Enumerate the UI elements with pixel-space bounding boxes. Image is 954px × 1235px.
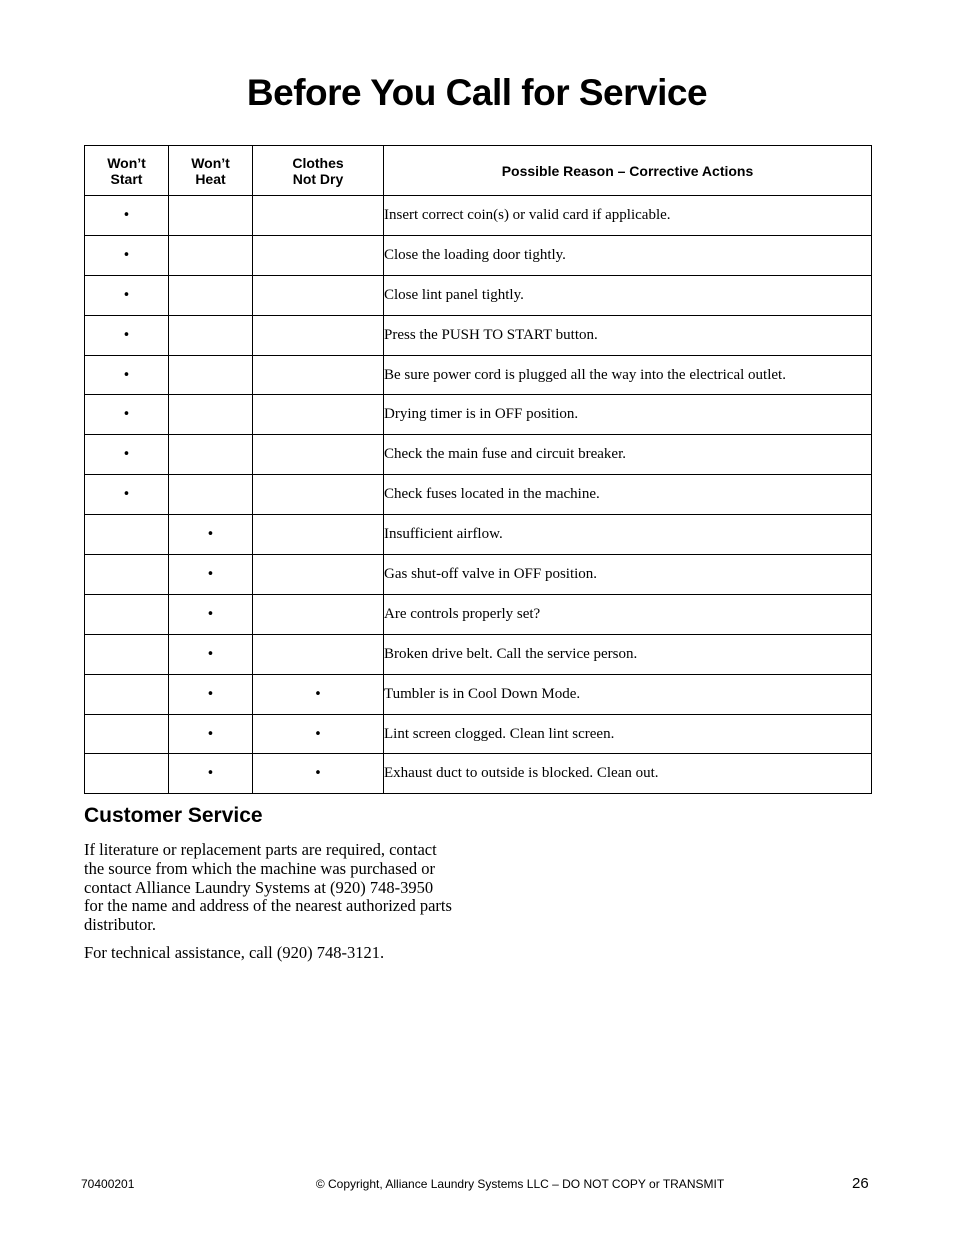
cell-wont-heat: • — [169, 555, 253, 595]
cell-clothes-not-dry: • — [253, 674, 384, 714]
cell-wont-start: • — [85, 315, 169, 355]
cell-reason: Exhaust duct to outside is blocked. Clean out. — [384, 754, 872, 794]
cell-reason: Lint screen clogged. Clean lint screen. — [384, 714, 872, 754]
troubleshooting-table — [84, 145, 872, 794]
technical-assistance-paragraph: For technical assistance, call (920) 748-3121. — [84, 943, 385, 962]
header-wont-heat-line2: Heat — [195, 170, 226, 187]
header-wont-start — [85, 146, 169, 196]
table-body — [85, 196, 872, 794]
table-row — [85, 754, 872, 794]
cell-wont-start: • — [85, 475, 169, 515]
header-wont-start-line2: Start — [110, 170, 143, 187]
page-number: 26 — [852, 1175, 869, 1192]
table-row — [85, 555, 872, 595]
document-number: 70400201 — [81, 1177, 135, 1191]
cell-wont-start — [85, 674, 169, 714]
cell-wont-heat — [169, 196, 253, 236]
cell-wont-heat — [169, 475, 253, 515]
cell-wont-heat — [169, 355, 253, 395]
cell-wont-heat: • — [169, 634, 253, 674]
cell-wont-start: • — [85, 355, 169, 395]
cell-wont-start — [85, 515, 169, 555]
cell-wont-heat: • — [169, 674, 253, 714]
cell-clothes-not-dry — [253, 235, 384, 275]
table-row — [85, 235, 872, 275]
cell-reason: Broken drive belt. Call the service person. — [384, 634, 872, 674]
cell-clothes-not-dry: • — [253, 714, 384, 754]
cell-wont-start: • — [85, 196, 169, 236]
cell-clothes-not-dry — [253, 594, 384, 634]
header-clothes-not-dry-line1: Clothes — [292, 154, 344, 171]
cell-wont-start: • — [85, 275, 169, 315]
header-clothes-not-dry-line2: Not Dry — [292, 170, 344, 187]
table-row — [85, 435, 872, 475]
cell-clothes-not-dry — [253, 475, 384, 515]
header-clothes-not-dry — [253, 146, 384, 196]
header-wont-heat — [169, 146, 253, 196]
cell-clothes-not-dry — [253, 355, 384, 395]
cell-wont-start: • — [85, 395, 169, 435]
table-row — [85, 355, 872, 395]
table-row — [85, 475, 872, 515]
cell-wont-heat — [169, 435, 253, 475]
header-wont-heat-line1: Won’t — [191, 154, 230, 171]
cell-wont-heat — [169, 395, 253, 435]
cell-reason: Check fuses located in the machine. — [384, 475, 872, 515]
customer-service-heading: Customer Service — [84, 804, 263, 827]
cell-reason: Insufficient airflow. — [384, 515, 872, 555]
cell-wont-heat: • — [169, 594, 253, 634]
customer-service-paragraph: If literature or replacement parts are required, contact the source from which the machine was purchased or contact Alliance Laundry Systems at (920) 748-3950 for the name and address of the nearest authorized parts distributor. — [84, 840, 452, 935]
cell-reason: Be sure power cord is plugged all the way into the electrical outlet. — [384, 355, 872, 395]
copyright-notice: © Copyright, Alliance Laundry Systems LLC – DO NOT COPY or TRANSMIT — [315, 1177, 725, 1191]
cell-wont-heat: • — [169, 714, 253, 754]
cell-reason: Tumbler is in Cool Down Mode. — [384, 674, 872, 714]
cell-reason: Close lint panel tightly. — [384, 275, 872, 315]
cell-wont-heat — [169, 275, 253, 315]
cell-wont-heat: • — [169, 754, 253, 794]
table-row — [85, 714, 872, 754]
cell-reason: Gas shut-off valve in OFF position. — [384, 555, 872, 595]
table-row — [85, 315, 872, 355]
cell-clothes-not-dry — [253, 275, 384, 315]
cell-wont-start — [85, 594, 169, 634]
table-row — [85, 196, 872, 236]
cell-wont-heat — [169, 315, 253, 355]
cell-reason: Check the main fuse and circuit breaker. — [384, 435, 872, 475]
cell-wont-start — [85, 714, 169, 754]
cell-clothes-not-dry — [253, 315, 384, 355]
cell-clothes-not-dry — [253, 634, 384, 674]
cell-reason: Insert correct coin(s) or valid card if applicable. — [384, 196, 872, 236]
header-reason: Possible Reason – Corrective Actions — [384, 146, 872, 196]
cell-wont-start — [85, 754, 169, 794]
table-row — [85, 395, 872, 435]
cell-reason: Drying timer is in OFF position. — [384, 395, 872, 435]
cell-reason: Close the loading door tightly. — [384, 235, 872, 275]
cell-clothes-not-dry — [253, 395, 384, 435]
cell-reason: Are controls properly set? — [384, 594, 872, 634]
table-row — [85, 275, 872, 315]
table-row — [85, 594, 872, 634]
cell-wont-heat: • — [169, 515, 253, 555]
cell-clothes-not-dry — [253, 515, 384, 555]
cell-wont-heat — [169, 235, 253, 275]
header-wont-start-line1: Won’t — [107, 154, 146, 171]
page-title: Before You Call for Service — [246, 72, 708, 113]
cell-clothes-not-dry: • — [253, 754, 384, 794]
cell-clothes-not-dry — [253, 555, 384, 595]
cell-clothes-not-dry — [253, 435, 384, 475]
cell-wont-start — [85, 555, 169, 595]
table-row — [85, 515, 872, 555]
cell-wont-start — [85, 634, 169, 674]
cell-wont-start: • — [85, 235, 169, 275]
cell-wont-start: • — [85, 435, 169, 475]
table-header-row — [85, 146, 872, 196]
table-row — [85, 634, 872, 674]
table-row — [85, 674, 872, 714]
cell-reason: Press the PUSH TO START button. — [384, 315, 872, 355]
cell-clothes-not-dry — [253, 196, 384, 236]
